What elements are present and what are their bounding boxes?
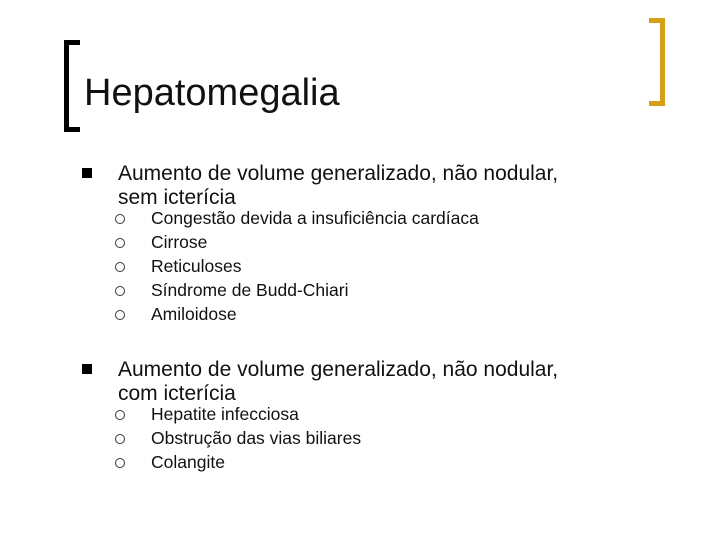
title-bracket-left: [64, 40, 69, 132]
section-2-heading: [118, 358, 658, 406]
title-bracket-right-bottom: [649, 101, 665, 106]
section-2-heading-line-1: Aumento de volume generalizado, não nodular,: [118, 358, 559, 381]
section-2-item: Hepatite infecciosa: [151, 404, 299, 424]
section-1-item: Reticuloses: [151, 256, 242, 276]
circle-bullet-icon: [115, 262, 125, 272]
section-1-item: Síndrome de Budd-Chiari: [151, 280, 349, 300]
section-2-item: Obstrução das vias biliares: [151, 428, 362, 448]
title-bracket-right: [660, 18, 665, 106]
section-1-heading: [118, 162, 658, 210]
circle-bullet-icon: [115, 286, 125, 296]
square-bullet-icon: [82, 168, 92, 178]
title-bracket-left-top: [64, 40, 80, 45]
section-2-item: Colangite: [151, 452, 225, 472]
circle-bullet-icon: [115, 238, 125, 248]
section-1-item: Congestão devida a insuficiência cardíaca: [151, 208, 479, 228]
slide-title: Hepatomegalia: [84, 72, 340, 114]
square-bullet-icon: [82, 364, 92, 374]
section-1-item: Cirrose: [151, 232, 208, 252]
circle-bullet-icon: [115, 214, 125, 224]
title-bracket-left-bottom: [64, 127, 80, 132]
section-1-item: Amiloidose: [151, 304, 237, 324]
circle-bullet-icon: [115, 434, 125, 444]
section-2-heading-line-2: com icterícia: [118, 382, 236, 405]
circle-bullet-icon: [115, 410, 125, 420]
title-bracket-right-top: [649, 18, 665, 23]
section-1-heading-line-1: Aumento de volume generalizado, não nodular,: [118, 162, 559, 185]
section-1-heading-line-2: sem icterícia: [118, 186, 236, 209]
circle-bullet-icon: [115, 310, 125, 320]
circle-bullet-icon: [115, 458, 125, 468]
